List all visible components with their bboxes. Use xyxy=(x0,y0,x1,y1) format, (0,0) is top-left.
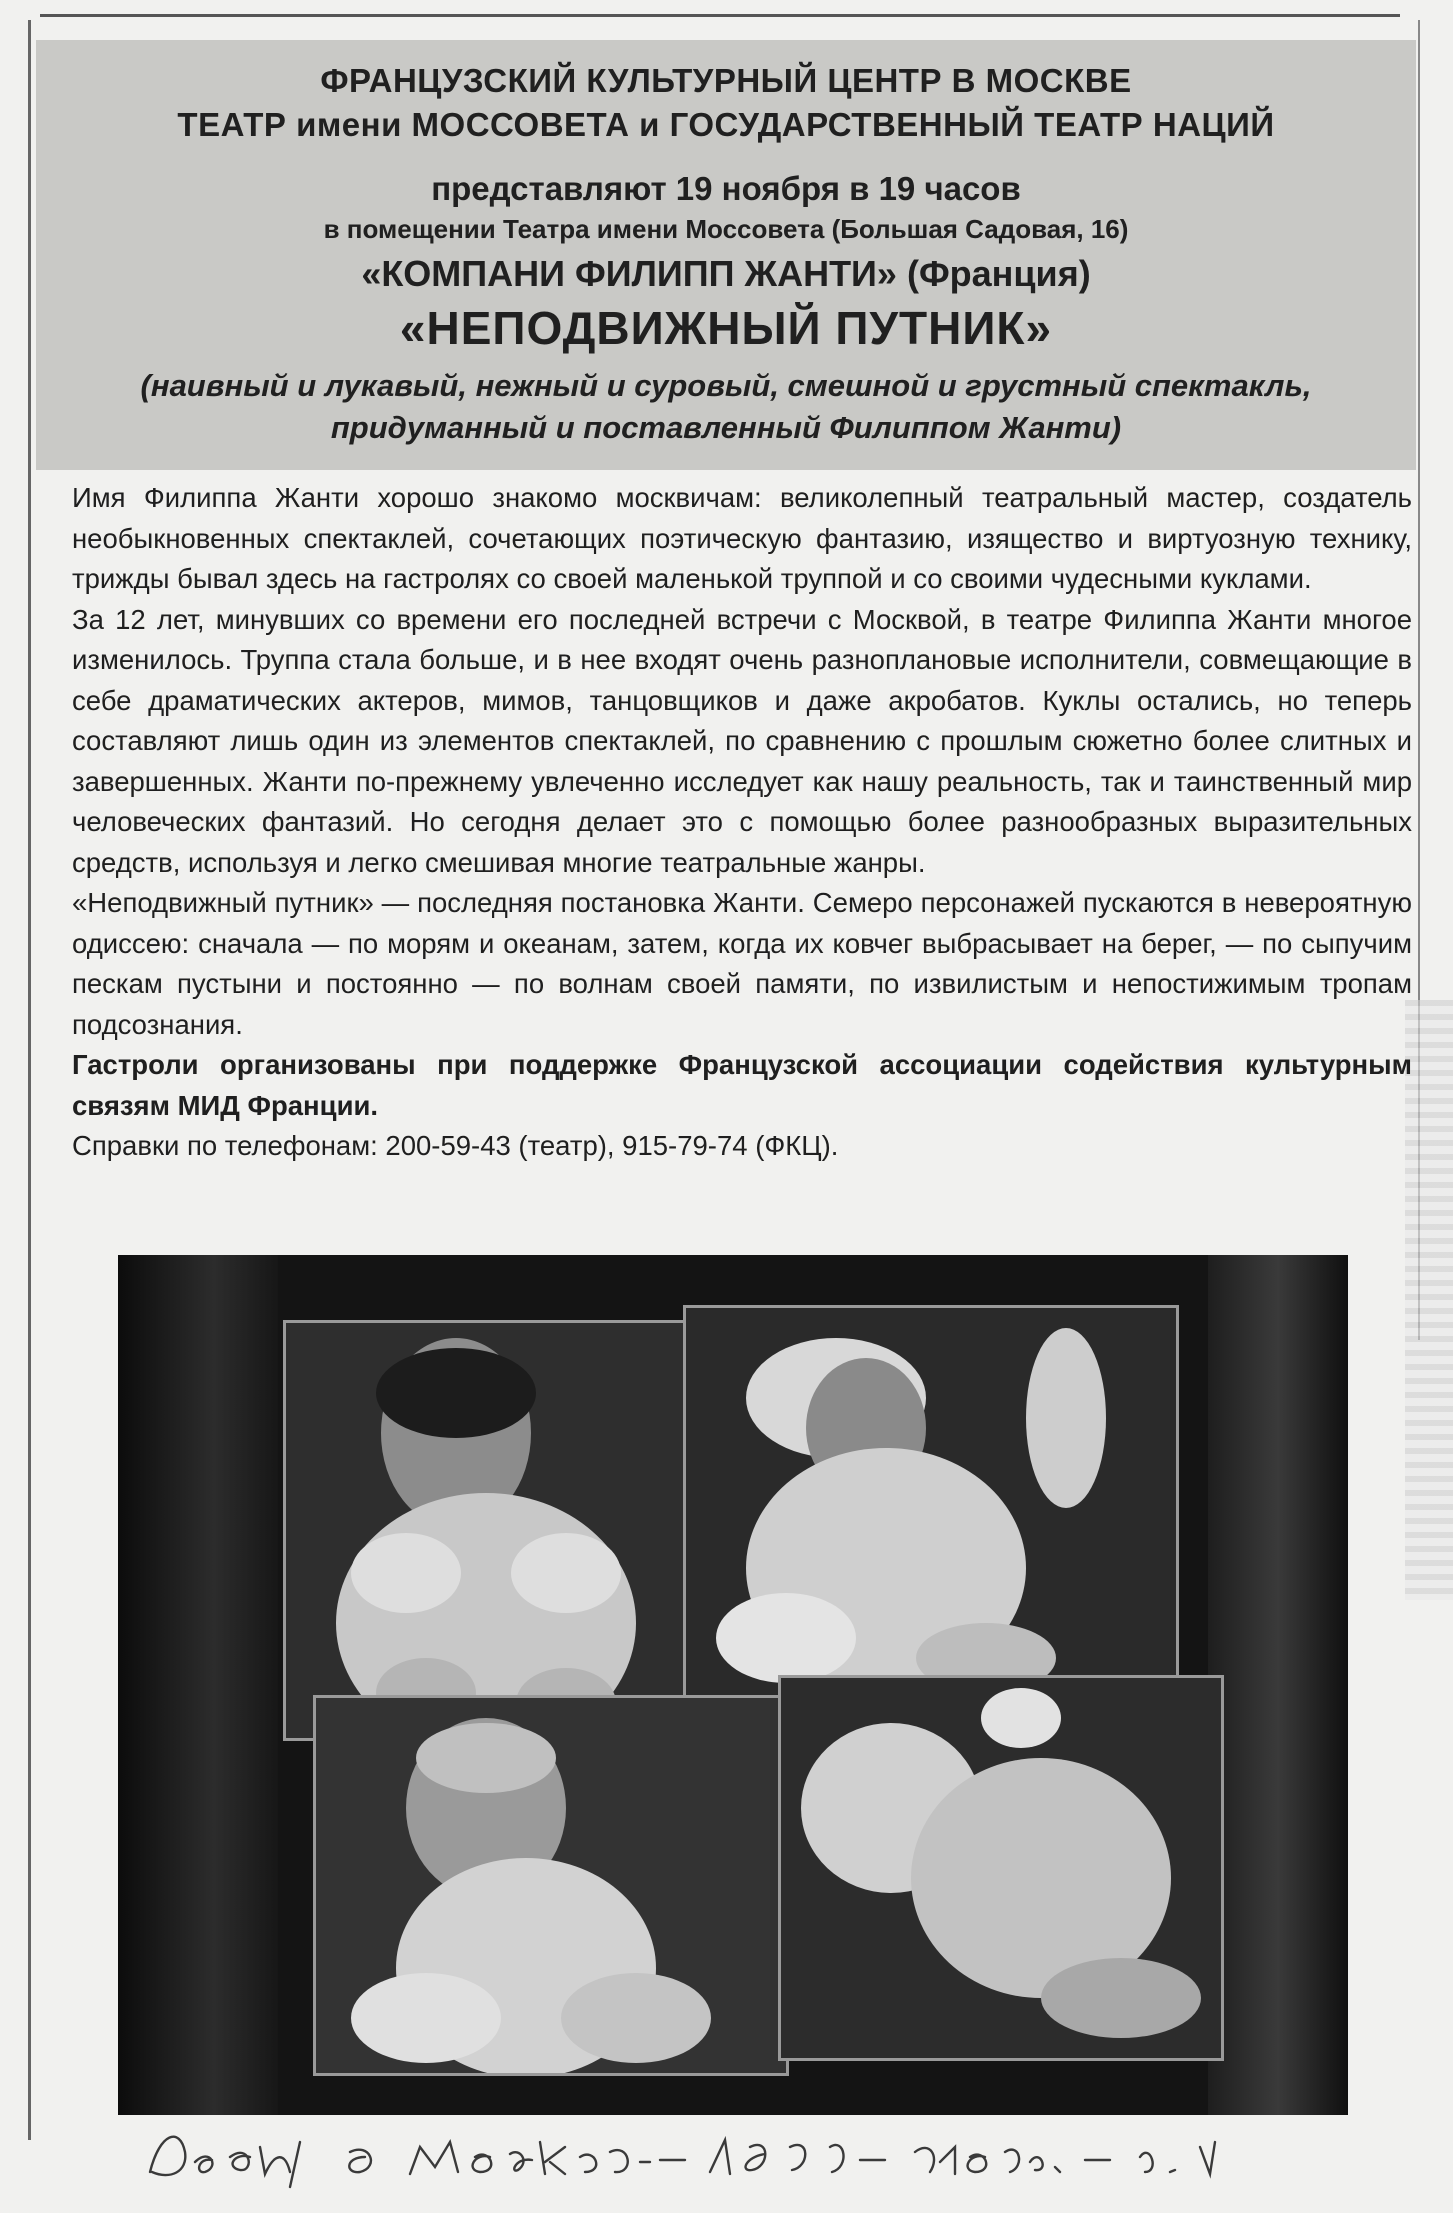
clipping-edge-top xyxy=(40,14,1400,17)
header-company: «КОМПАНИ ФИЛИПП ЖАНТИ» (Франция) xyxy=(361,253,1091,294)
header-venue: в помещении Театра имени Моссовета (Большая Садовая, 16) xyxy=(323,214,1129,244)
header-theatres: ТЕАТР имени МОССОВЕТА и ГОСУДАРСТВЕННЫЙ ТЕАТР НАЦИЙ xyxy=(177,106,1275,143)
article-body xyxy=(72,478,1412,1167)
photo-panel-bottom-left xyxy=(313,1695,789,2076)
handwritten-source-note xyxy=(140,2112,1340,2192)
announcement-header xyxy=(36,40,1416,470)
header-title: «НЕПОДВИЖНЫЙ ПУТНИК» xyxy=(399,302,1053,354)
header-subtitle: (наивный и лукавый, нежный и суровый, смешной и грустный спектакль, придуманный и поставленный Филиппом Жанти) xyxy=(140,368,1312,445)
contact-paragraph: Справки по телефонам: 200-59-43 (театр), 915-79-74 (ФКЦ). xyxy=(72,1130,839,1161)
paragraph: «Неподвижный путник» — последняя постановка Жанти. Семеро персонажей пускаются в невероятную одиссею: сначала — по морям и океанам, затем, когда их ковчег выбрасывает на берег, — по сыпучим пескам пустыни и постоянно — по волнам своей памяти, по извилистым и непостижимым тропам подсознания. xyxy=(72,887,1412,1040)
header-date: представляют 19 ноября в 19 часов xyxy=(431,170,1021,207)
performance-photo xyxy=(118,1255,1348,2115)
bleed-through-text xyxy=(1405,1000,1453,1600)
photo-panel-bottom-right xyxy=(778,1675,1224,2061)
svg-text:Досуг в Москве. – 1996. – 9 но: Досуг в Москве. – 1996. – 9 нояб. – с. 1 xyxy=(140,2112,159,2113)
sponsor-paragraph: Гастроли организованы при поддержке Французской ассоциации содействия культурным связям МИД Франции. xyxy=(72,1049,1412,1121)
clipping-edge-left xyxy=(28,20,31,2140)
photo-panel-top-right xyxy=(683,1305,1179,1711)
paragraph: За 12 лет, минувших со времени его последней встречи с Москвой, в театре Филиппа Жанти многое изменилось. Труппа стала больше, и в нее входят очень разноплановые исполнители, совмещающие в себе драматических актеров, мимов, танцовщиков и даже акробатов. Куклы остались, но теперь составляют лишь один из элементов спектаклей, по сравнению с прошлым сюжетно более слитных и завершенных. Жанти по-прежнему увлеченно исследует как нашу реальность, так и таинственный мир человеческих фантазий. Но сегодня делает это с помощью более разнообразных выразительных средств, используя и легко смешивая многие театральные жанры. xyxy=(72,603,1412,878)
paragraph: Имя Филиппа Жанти хорошо знакомо москвичам: великолепный театральный мастер, создатель необыкновенных спектаклей, сочетающих поэтическую фантазию, изящество и виртуозную технику, трижды бывал здесь на гастролях со своей маленькой труппой и со своими чудесными куклами. xyxy=(72,482,1412,594)
header-organizer: ФРАНЦУЗСКИЙ КУЛЬТУРНЫЙ ЦЕНТР В МОСКВЕ xyxy=(320,62,1132,99)
